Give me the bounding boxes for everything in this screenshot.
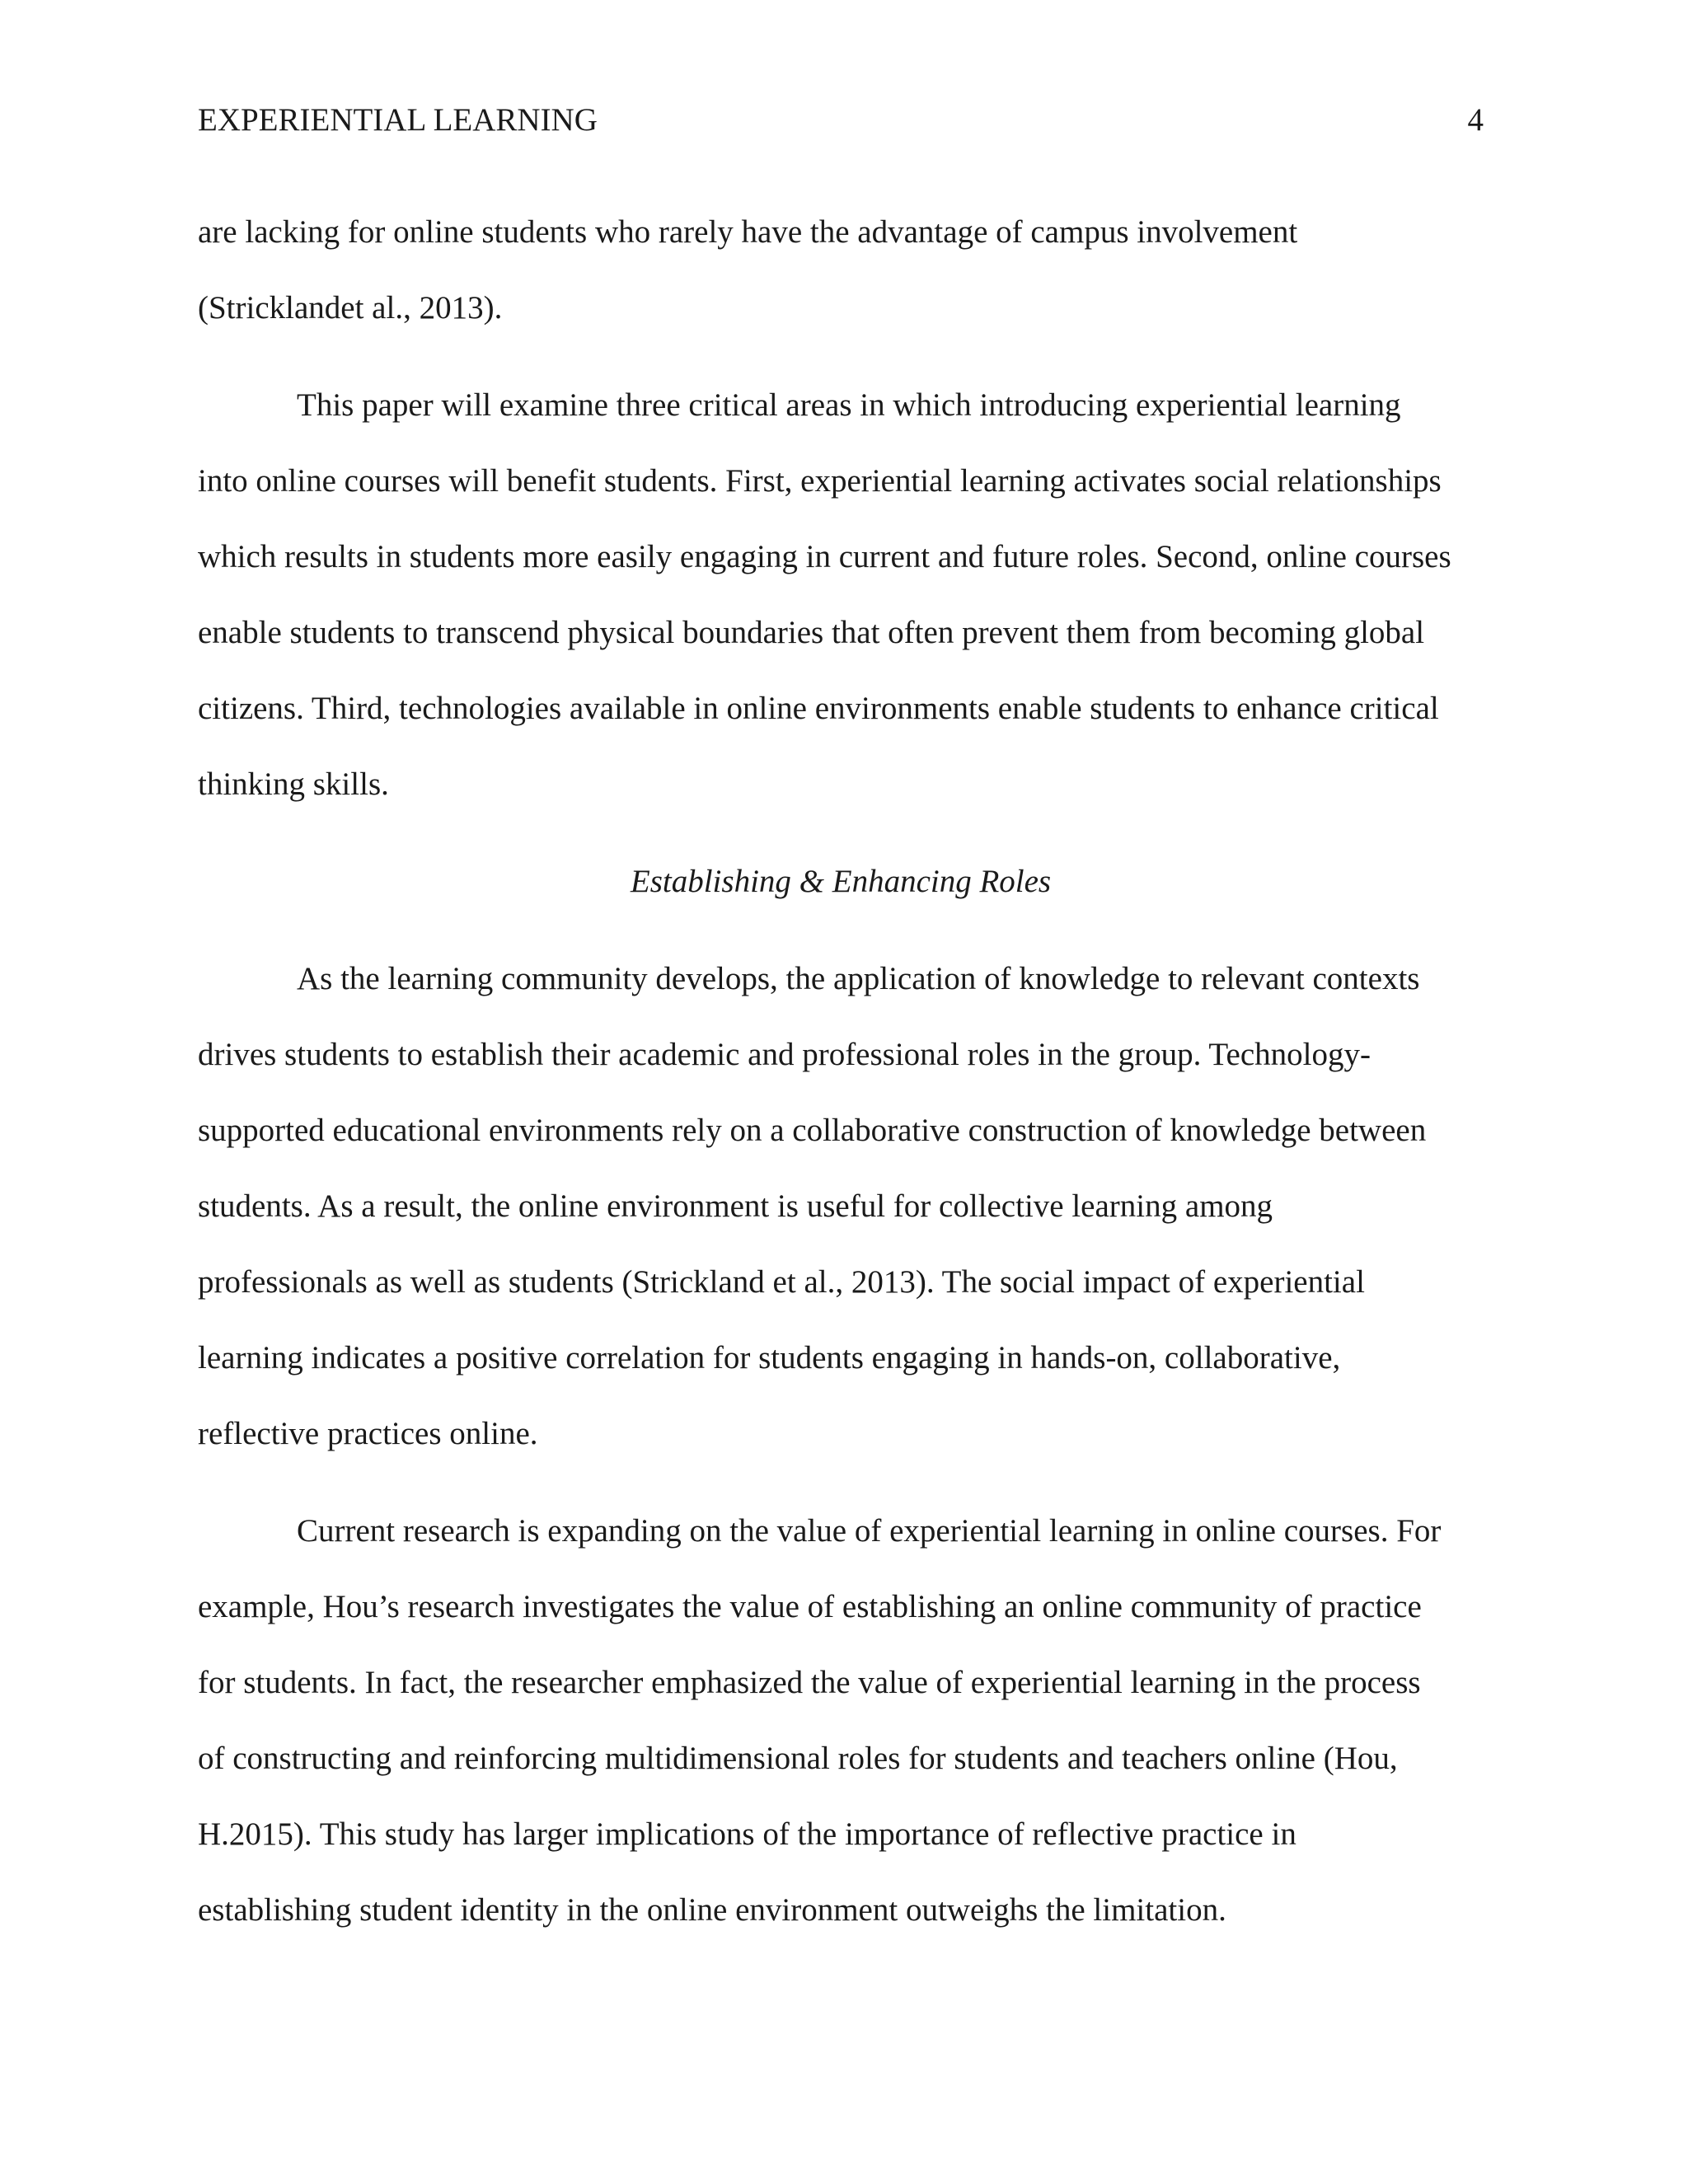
text-line: learning indicates a positive correlation for students engaging in hands-on, collaborative, — [198, 1340, 1341, 1376]
text-line: reflective practices online. — [198, 1416, 538, 1451]
paragraph-learning-community — [198, 941, 1484, 1472]
text-line: Current research is expanding on the value of experiential learning in online courses. For — [297, 1513, 1442, 1549]
section-heading: Establishing & Enhancing Roles — [630, 864, 1052, 899]
text-line: (Stricklandet al., 2013). — [198, 290, 503, 326]
text-line: for students. In fact, the researcher emphasized the value of experiential learning in the process — [198, 1665, 1421, 1700]
text-line: As the learning community develops, the application of knowledge to relevant contexts — [297, 961, 1420, 996]
paragraph-continuation — [198, 194, 1484, 346]
text-line: supported educational environments rely on a collaborative construction of knowledge between — [198, 1113, 1427, 1148]
page-header — [198, 97, 1484, 143]
text-line: example, Hou’s research investigates the value of establishing an online community of practice — [198, 1589, 1422, 1624]
text-line: professionals as well as students (Strickland et al., 2013). The social impact of experiential — [198, 1264, 1365, 1300]
text-line: are lacking for online students who rarely have the advantage of campus involvement — [198, 214, 1298, 250]
text-line: of constructing and reinforcing multidimensional roles for students and teachers online (Hou, — [198, 1741, 1398, 1776]
page-number: 4 — [1467, 102, 1484, 138]
text-line: establishing student identity in the online environment outweighs the limitation. — [198, 1892, 1226, 1928]
text-line: into online courses will benefit students. First, experiential learning activates social relationships — [198, 463, 1442, 499]
text-line: citizens. Third, technologies available in online environments enable students to enhance critical — [198, 691, 1439, 726]
paragraph-overview — [198, 368, 1484, 823]
text-line: enable students to transcend physical boundaries that often prevent them from becoming global — [198, 615, 1425, 650]
text-line: which results in students more easily engaging in current and future roles. Second, online courses — [198, 539, 1451, 574]
text-line: drives students to establish their academic and professional roles in the group. Technology- — [198, 1037, 1371, 1072]
paragraph-current-research — [198, 1493, 1484, 1948]
running-head: EXPERIENTIAL LEARNING — [198, 102, 598, 138]
text-line: This paper will examine three critical areas in which introducing experiential learning — [297, 387, 1401, 423]
text-line: H.2015). This study has larger implications of the importance of reflective practice in — [198, 1816, 1296, 1852]
text-line: students. As a result, the online environment is useful for collective learning among — [198, 1188, 1273, 1224]
document-body — [198, 194, 1484, 1948]
text-line: thinking skills. — [198, 766, 389, 802]
